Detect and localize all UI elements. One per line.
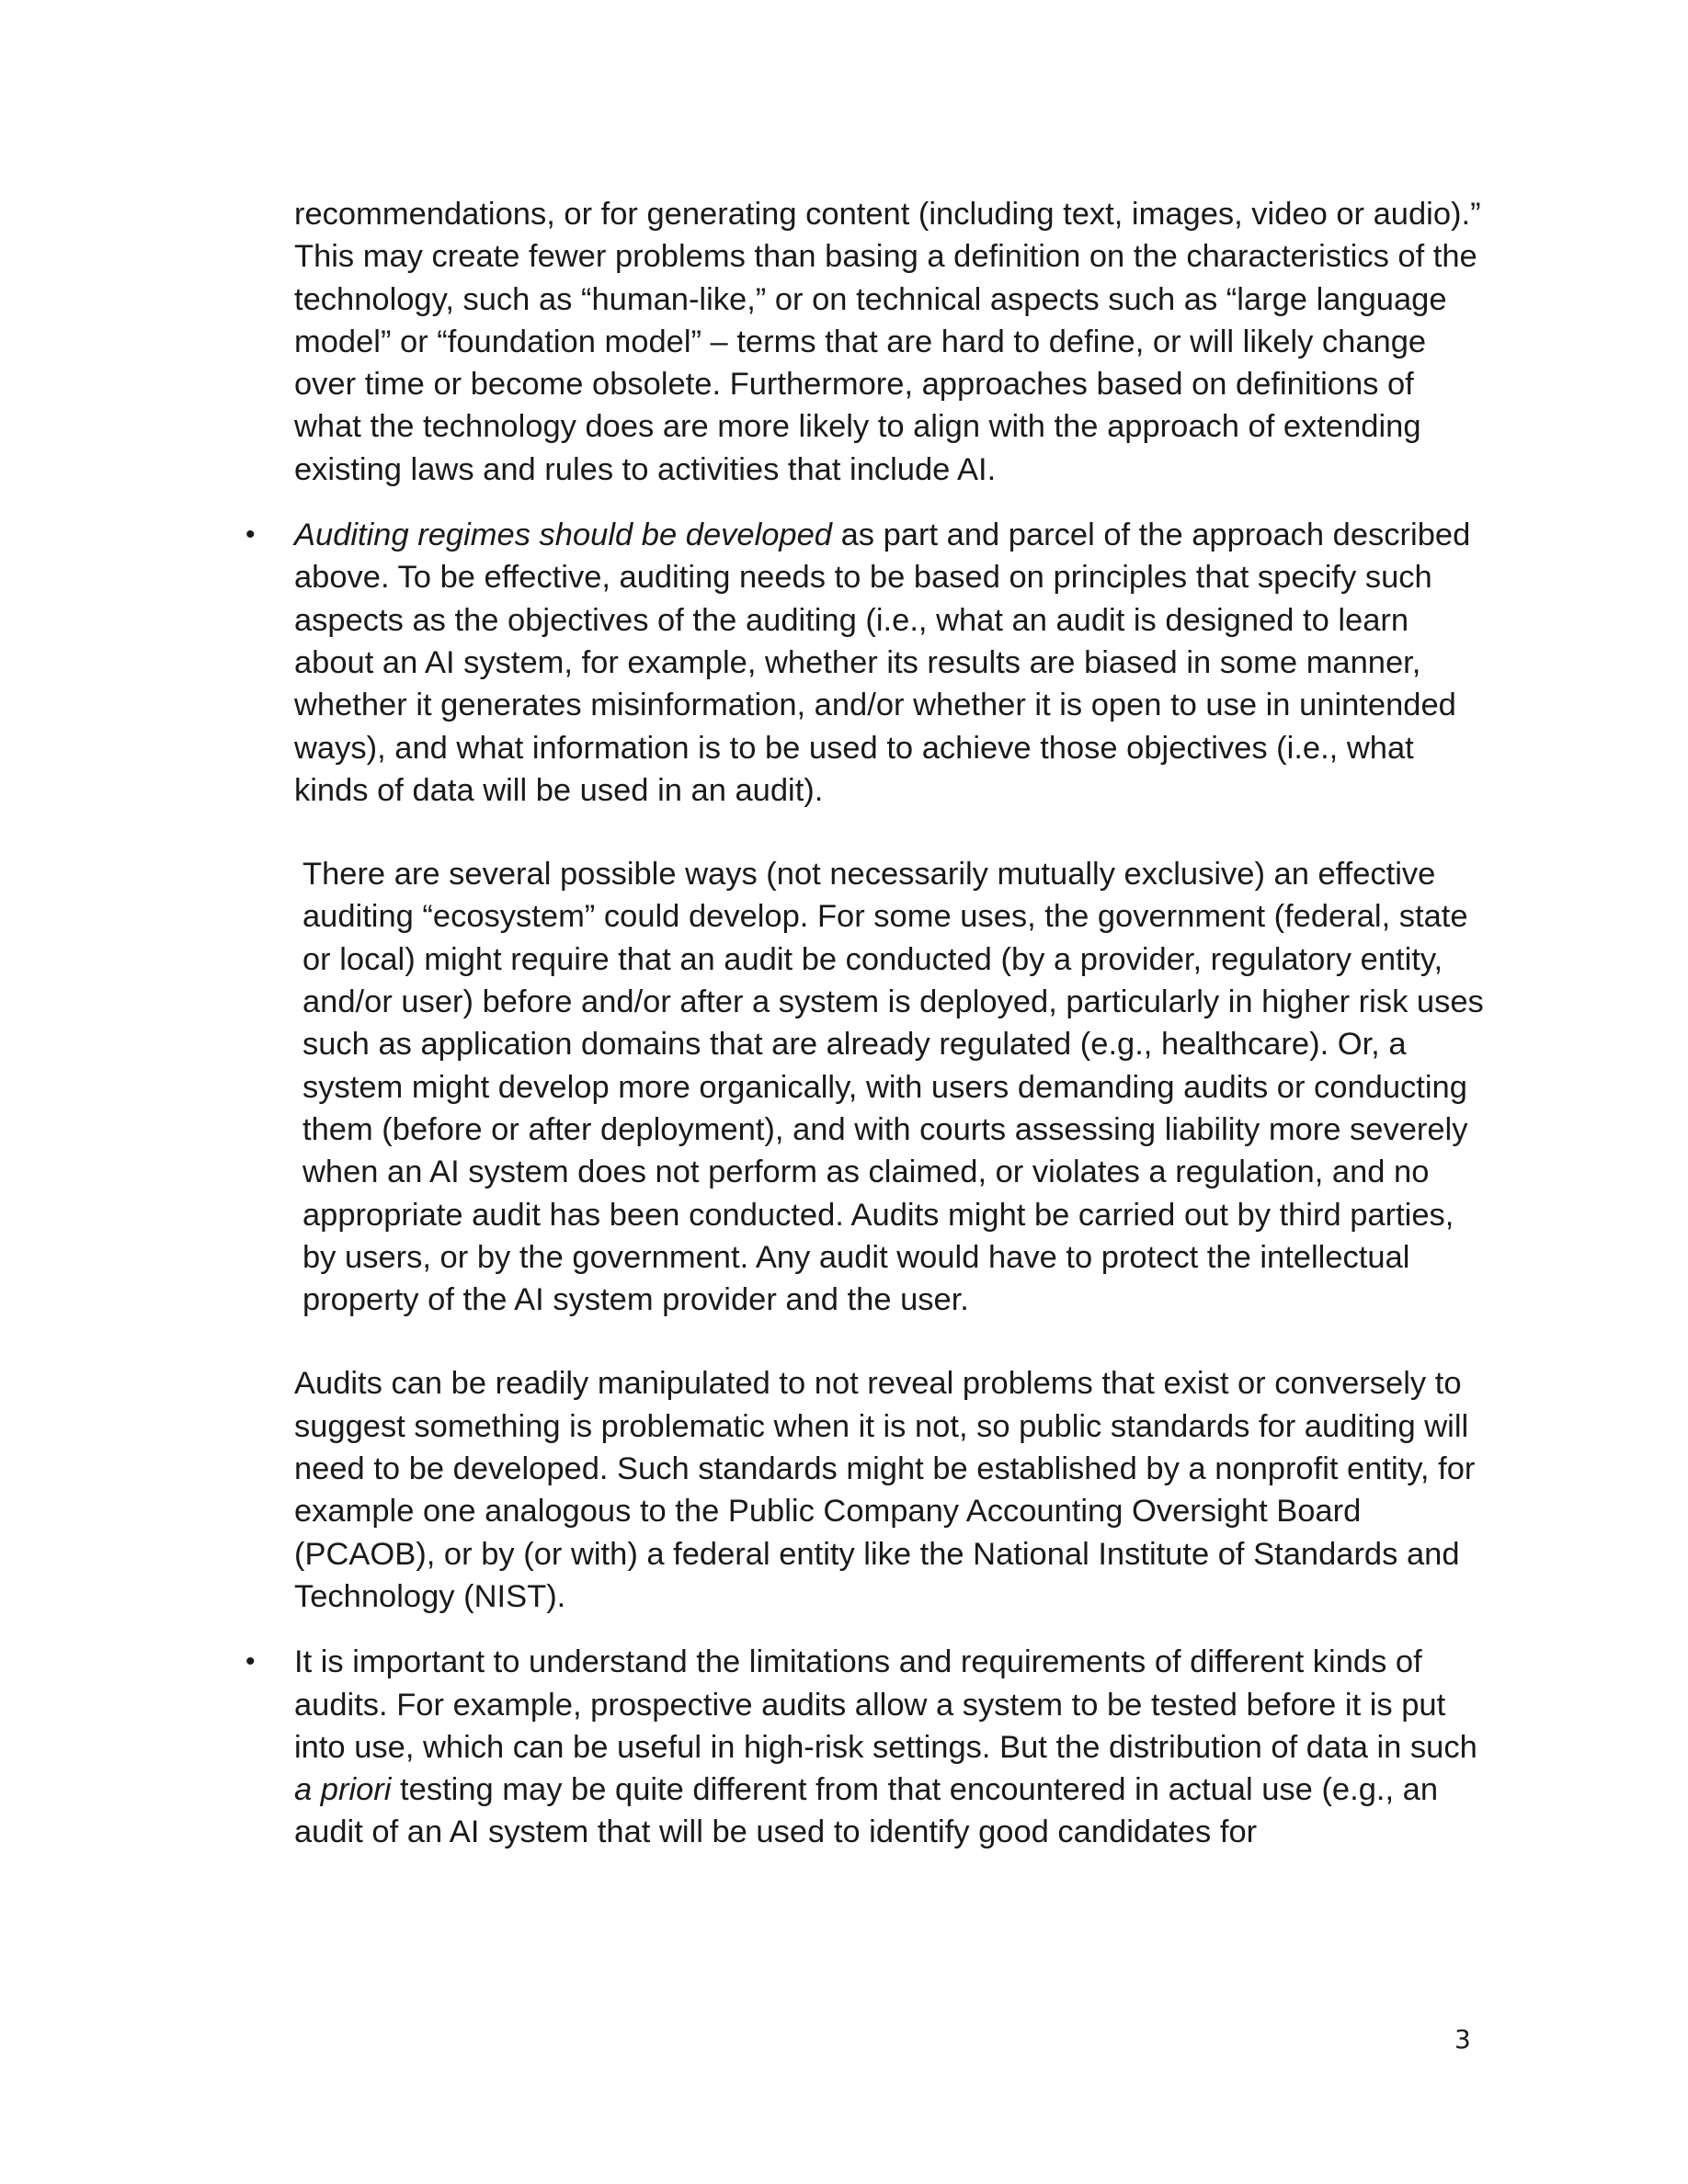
bullet-icon: •: [245, 519, 256, 551]
paragraph-auditing-ecosystem: There are several possible ways (not necessarily mutually exclusive) an effective auditing “ecosystem” could develop. For some uses, the government (federal, state or local) might require that an audit be conducted (by a provider, regulatory entity, and/or user) before and/or after a system is deployed, particularly in higher risk uses such as application domains that are already regulated (e.g., healthcare). Or, a system might develop more organically, with users demanding audits or conducting them (before or after deployment), and with courts assessing liability more severely when an AI system does not perform as claimed, or violates a regulation, and no appropriate audit has been conducted. Audits might be carried out by third parties, by users, or by the government. Any audit would have to protect the intellectual property of the AI system provider and the user.: [302, 857, 1484, 1318]
page-number: 3: [1454, 2024, 1471, 2054]
bullet-text: testing may be quite different from that encountered in actual use (e.g., an audit of an AI system that will be used to identify good candidates for: [294, 1772, 1439, 1850]
bullet-item-auditing-regimes: [245, 514, 1489, 812]
bullet-paragraph: [294, 514, 1489, 812]
emphasis-text: a priori: [294, 1772, 392, 1808]
page-body: [245, 193, 1489, 1854]
bullet-item-audit-limitations: [245, 1641, 1489, 1853]
bullet-icon: •: [245, 1646, 256, 1678]
bullet-text: as part and parcel of the approach described above. To be effective, auditing needs to be based on principles that specify such aspects as the objectives of the auditing (i.e., what an audit is designed to learn about an AI system, for example, whether its results are biased in some manner, whether it generates misinformation, and/or whether it is open to use in unintended ways), and what information is to be used to achieve those objectives (i.e., what kinds of data will be used in an audit).: [294, 518, 1471, 808]
emphasis-text: Auditing regimes should be developed: [294, 518, 832, 553]
bullet-paragraph: [294, 1641, 1489, 1853]
paragraph-definition-continuation: recommendations, or for generating content (including text, images, video or audio).” This may create fewer problems than basing a definition on the characteristics of the technology, such as “human-like,” or on technical aspects such as “large language model” or “foundation model” – terms that are hard to define, or will likely change over time or become obsolete. Furthermore, approaches based on definitions of what the technology does are more likely to align with the approach of extending existing laws and rules to activities that include AI.: [294, 197, 1481, 487]
bullet-text: It is important to understand the limitations and requirements of different kinds of audits. For example, prospective audits allow a system to be tested before it is put into use, which can be useful in high-risk settings. But the distribution of data in such: [294, 1644, 1477, 1765]
paragraph-audit-standards: Audits can be readily manipulated to not reveal problems that exist or conversely to suggest something is problematic when it is not, so public standards for auditing will need to be developed. Such standards might be established by a nonprofit entity, for example one analogous to the Public Company Accounting Oversight Board (PCAOB), or by (or with) a federal entity like the National Institute of Standards and Technology (NIST).: [294, 1366, 1476, 1614]
